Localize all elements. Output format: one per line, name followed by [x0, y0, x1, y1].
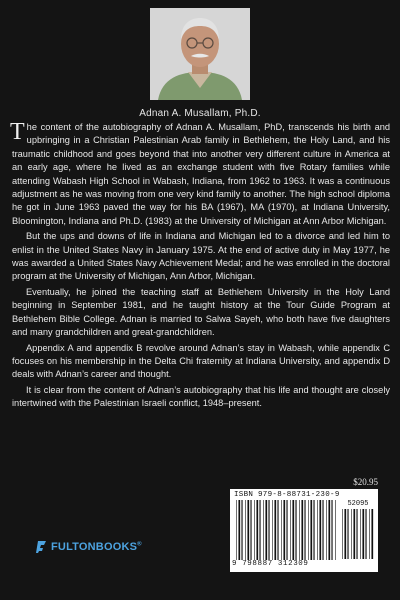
barcode-bar [313, 500, 314, 560]
barcode-bar [265, 500, 267, 560]
barcode-bar [304, 500, 305, 560]
publisher-name-part1: FULTON [51, 541, 96, 553]
barcode-bar [356, 509, 357, 559]
barcode-bar [347, 509, 348, 559]
barcode-bar [308, 500, 309, 560]
description-paragraph-1-text: he content of the autobiography of Adnan A. Musallam, PhD, transcends his birth and upbringing in a Christian Palestinian Arab family in Bethlehem, the Holy Land, and his traumatic childhood and goes beyond that into another very different culture in America at an early age, where he lived as an exchange student with five Rotary families while attending Wabash High School in Wabash, Indiana, from 1962 to 1963. It was a continuous adjustment as he was moving from one very kind family to another. The high school diploma he got in June 1963 paved the way for his BA (1967), MA (1970), at Indiana University, Bloomington, Indiana and Ph.D. (1983) at the University of Michigan at Ann Arbor Michigan. [12, 122, 390, 226]
barcode-bar [274, 500, 276, 560]
barcode-bar [263, 500, 264, 560]
barcode-bar [299, 500, 300, 560]
addon-code: 52095 [347, 500, 369, 508]
barcode-bar [365, 509, 366, 559]
ean-barcode-bars [236, 500, 338, 560]
barcode-bar [328, 500, 330, 560]
description-paragraph-5: It is clear from the content of Adnan’s autobiography that his life and thought are closely intertwined with the Palestinian Israeli conflict, 1948–present. [12, 384, 390, 409]
author-portrait-image [150, 8, 250, 100]
barcode-bar [317, 500, 318, 560]
barcode-bar [360, 509, 361, 559]
barcode-bar [286, 500, 287, 560]
barcode-bar [259, 500, 260, 560]
addon-barcode-bars [342, 509, 374, 559]
barcode-bar [256, 500, 258, 560]
barcode-bar [283, 500, 285, 560]
barcode-bar [319, 500, 321, 560]
barcode-bar [369, 509, 370, 559]
fulton-books-logo-icon [36, 540, 48, 554]
description-paragraph-1 [12, 121, 390, 228]
barcode-bar [322, 500, 323, 560]
barcode-bar [344, 509, 346, 559]
barcode-bar [281, 500, 282, 560]
publisher-name-part2: BOOKS [95, 541, 138, 553]
barcode-bar [351, 509, 352, 559]
barcode-bar [362, 509, 364, 559]
registered-mark: ® [137, 541, 142, 548]
publisher-name [51, 541, 142, 553]
description-paragraph-3: Eventually, he joined the teaching staff at Bethlehem University in the Holy Land beginning in September 1981, and he taught history at the Tour Guide Program at Bethlehem Bible College. Adnan is married to Salwa Sayeh, who both have five daughters and many grandchildren and great-grandchildren. [12, 286, 390, 338]
barcode-bar [250, 500, 251, 560]
barcode-bar [292, 500, 294, 560]
book-description [12, 121, 390, 413]
barcode-bar [331, 500, 332, 560]
publisher-logo [36, 540, 142, 554]
barcode-bar [247, 500, 249, 560]
ean-digits: 9 798887 312309 [232, 560, 309, 568]
barcode-bar [236, 500, 237, 560]
isbn-barcode [230, 489, 378, 572]
barcode-bar [301, 500, 303, 560]
barcode-bar [238, 500, 240, 560]
barcode-bar [290, 500, 291, 560]
barcode-bar [268, 500, 269, 560]
barcode-bar [254, 500, 255, 560]
barcode-bar [342, 509, 343, 559]
barcode-bar [245, 500, 246, 560]
price-label: $20.95 [353, 477, 378, 487]
isbn-label: ISBN 979-8-88731-230-9 [234, 491, 340, 499]
drop-cap-letter: T [10, 119, 25, 145]
barcode-bar [353, 509, 355, 559]
barcode-bar [326, 500, 327, 560]
barcode-bar [295, 500, 296, 560]
barcode-bar [310, 500, 312, 560]
author-name-caption: Adnan A. Musallam, Ph.D. [139, 108, 261, 119]
author-photo [150, 8, 250, 100]
barcode-bar [272, 500, 273, 560]
description-paragraph-4: Appendix A and appendix B revolve around Adnan’s stay in Wabash, while appendix C focuses on his membership in the Delta Chi fraternity at Indiana University, and appendix D deals with Adnan’s career and thought. [12, 342, 390, 380]
barcode-bar [241, 500, 242, 560]
barcode-bar [277, 500, 278, 560]
description-paragraph-2: But the ups and downs of life in Indiana and Michigan led to a divorce and led him to enlist in the United States Navy in January 1975. At the end of active duty in May 1977, he was awarded a United States Navy Achievement Medal; and he was enrolled in the doctoral program at the University of Michigan, Ann Arbor, Michigan. [12, 231, 390, 282]
barcode-bar [371, 509, 373, 559]
barcode-bar [335, 500, 336, 560]
